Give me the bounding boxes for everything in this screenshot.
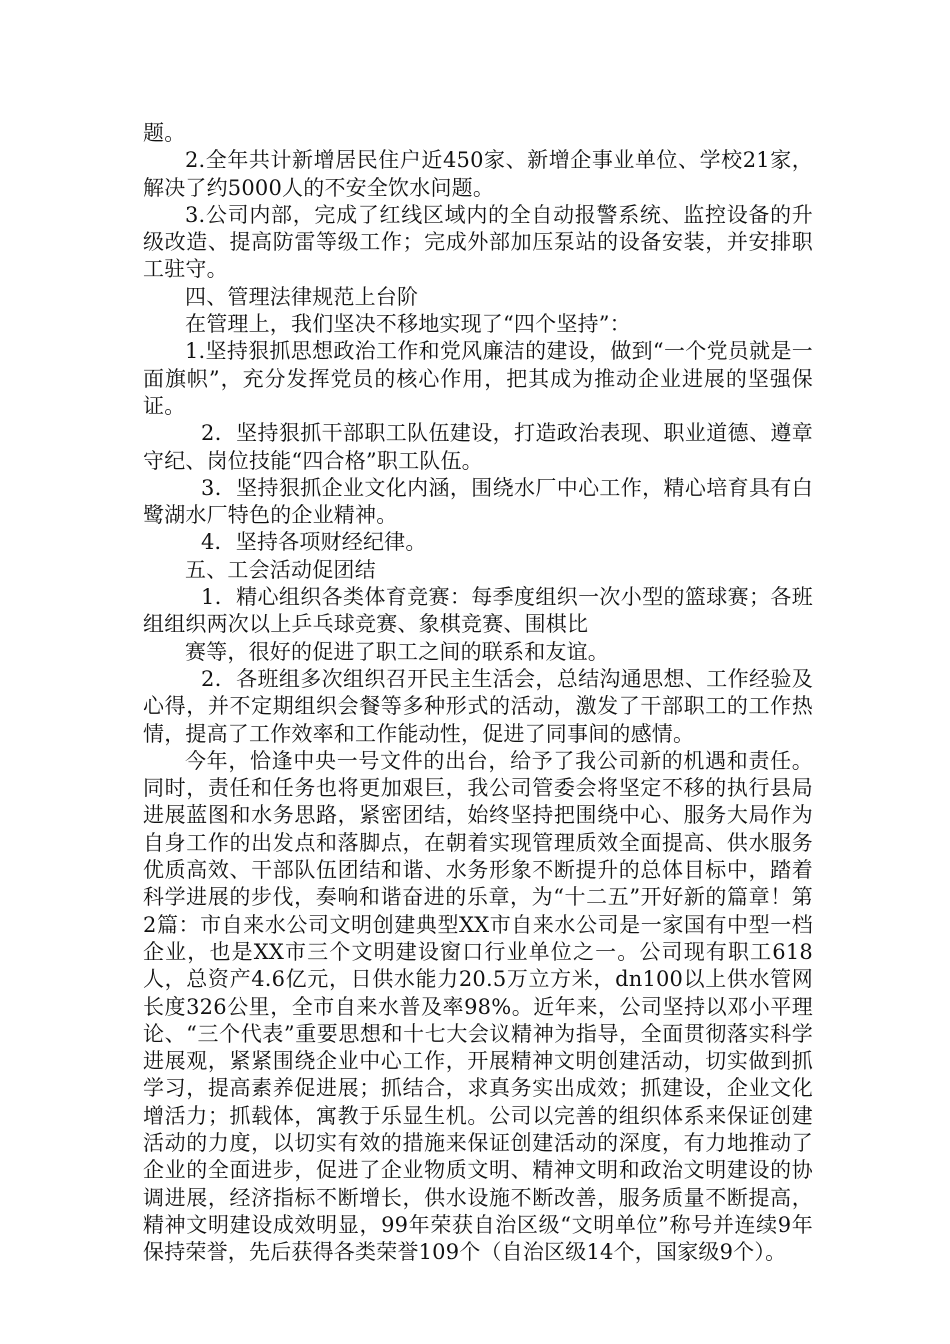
paragraph-insist-4: 4．坚持各项财经纪律。 [201,530,427,555]
document-page [143,120,813,1266]
paragraph-union-1: 1．精心组织各类体育竞赛：每季度组织一次小型的篮球赛；各班组组织两次以上乒乓球竞赛、象棋竞赛、围棋比 [143,585,813,637]
paragraph-continuation: 题。 [143,121,186,145]
paragraph-insist-2: 2．坚持狠抓干部职工队伍建设，打造政治表现、职业道德、遵章守纪、岗位技能“四合格”职工队伍。 [143,421,813,473]
paragraph-insist-3: 3．坚持狠抓企业文化内涵，围绕水厂中心工作，精心培育具有白鹭湖水厂特色的企业精神。 [143,475,813,528]
paragraph-union-2: 2．各班组多次组织召开民主生活会，总结沟通思想、工作经验及心得，并不定期组织会餐等多种形式的活动，激发了干部职工的工作热情，提高了工作效率和工作能动性，促进了同事间的感情。 [143,666,813,746]
paragraph-item-3-internal: 3.公司内部，完成了红线区域内的全自动报警系统、监控设备的升级改造、提高防雷等级工作；完成外部加压泵站的设备安装，并安排职工驻守。 [143,202,813,282]
paragraph-this-year: 今年，恰逢中央一号文件的出台，给予了我公司新的机遇和责任。同时，责任和任务也将更加艰巨，我公司管委会将坚定不移的执行县局进展蓝图和水务思路，紧密团结，始终坚持把围绕中心、服务大局作为自身工作的出发点和落脚点，在朝着实现管理质效全面提高、供水服务优质高效、干部队伍团结和谐、水务形象不断提升的总体目标中，踏着科学进展的步伐，奏响和谐奋进的乐章，为“十二五”开好新的篇章！第2篇：市自来水公司文明创建典型XX市自来水公司是一家国有中型一档企业，也是XX市三个文明建设窗口行业单位之一。公司现有职工618人，总资产4.6亿元，日供水能力20.5万立方米，dn100以上供水管网长度326公里，全市自来水普及率98%。近年来，公司坚持以邓小平理论、“三个代表”重要思想和十七大会议精神为指导，全面贯彻落实科学进展观，紧紧围绕企业中心工作，开展精神文明创建活动，切实做到抓学习，提高素养促进展；抓结合，求真务实出成效；抓建设，企业文化增活力；抓载体，寓教于乐显生机。公司以完善的组织体系来保证创建活动的力度，以切实有效的措施来保证创建活动的深度，有力地推动了企业的全面进步，促进了企业物质文明、精神文明和政治文明建设的协调进展，经济指标不断增长，供水设施不断改善，服务质量不断提高，精神文明建设成效明显，99年荣获自治区级“文明单位”称号并连续9年保持荣誉，先后获得各类荣誉109个（自治区级14个，国家级9个）。 [143,748,813,1265]
section-heading-union: 五、工会活动促团结 [185,557,376,582]
paragraph-four-insistences: 在管理上，我们坚决不移地实现了“四个坚持”： [185,312,631,337]
section-heading-management: 四、管理法律规范上台阶 [185,284,419,309]
paragraph-insist-1: 1.坚持狠抓思想政治工作和党风廉洁的建设，做到“一个党员就是一面旗帜”，充分发挥党员的核心作用，把其成为推动企业进展的坚强保证。 [143,339,813,418]
paragraph-union-1-continued: 赛等，很好的促进了职工之间的联系和友谊。 [185,639,609,664]
paragraph-item-2-households: 2.全年共计新增居民住户近450家、新增企事业单位、学校21家，解决了约5000人的不安全饮水问题。 [143,148,813,200]
